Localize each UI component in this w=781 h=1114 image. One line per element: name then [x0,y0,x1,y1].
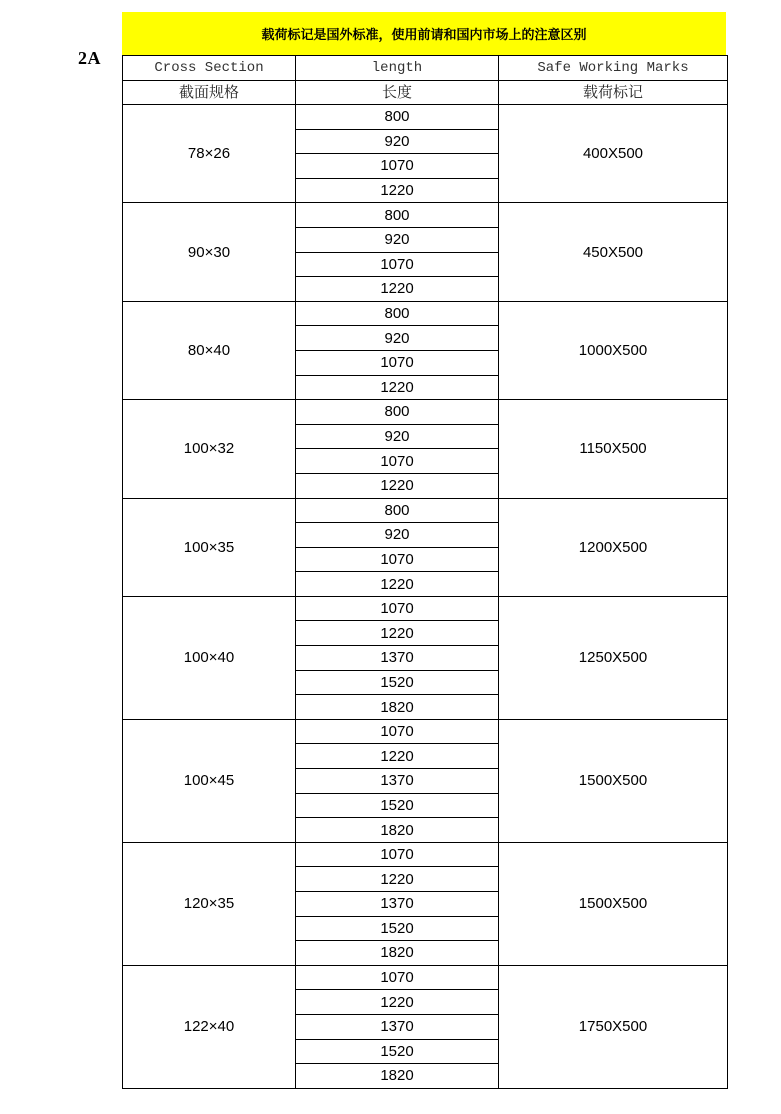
header-length-zh: 长度 [296,81,499,105]
length-cell: 800 [296,498,499,523]
table-row [123,965,728,990]
header-length: length [296,56,499,81]
safe-working-mark-cell: 1250X500 [499,596,728,719]
length-cell: 920 [296,326,499,351]
safe-working-mark-cell: 1000X500 [499,301,728,399]
page-label: 2A [78,48,101,68]
cross-section-cell: 122×40 [123,965,296,1088]
header-cross-section: Cross Section [123,56,296,81]
table-row [123,105,728,130]
safe-working-mark-cell: 1200X500 [499,498,728,596]
cross-section-cell: 100×32 [123,400,296,498]
safe-working-mark-cell: 1500X500 [499,842,728,965]
table-row [123,203,728,228]
length-cell: 800 [296,400,499,425]
cross-section-cell: 100×40 [123,596,296,719]
length-cell: 1520 [296,670,499,695]
length-cell: 800 [296,105,499,130]
length-cell: 1820 [296,818,499,843]
safe-working-mark-cell: 400X500 [499,105,728,203]
safe-working-mark-cell: 1750X500 [499,965,728,1088]
header-safe-working-marks-zh: 载荷标记 [499,81,728,105]
length-cell: 1220 [296,572,499,597]
spec-table-body [123,56,728,1089]
safe-working-mark-cell: 1150X500 [499,400,728,498]
cross-section-cell: 80×40 [123,301,296,399]
length-cell: 1370 [296,892,499,917]
length-cell: 1520 [296,1039,499,1064]
length-cell: 1070 [296,252,499,277]
safe-working-mark-cell: 1500X500 [499,719,728,842]
length-cell: 1220 [296,867,499,892]
length-cell: 1220 [296,178,499,203]
cross-section-cell: 100×45 [123,719,296,842]
length-cell: 920 [296,523,499,548]
length-cell: 1220 [296,621,499,646]
length-cell: 1070 [296,965,499,990]
header-safe-working-marks: Safe Working Marks [499,56,728,81]
length-cell: 1220 [296,473,499,498]
length-cell: 800 [296,301,499,326]
table-row [123,498,728,523]
length-cell: 1070 [296,719,499,744]
cross-section-cell: 100×35 [123,498,296,596]
length-cell: 1070 [296,596,499,621]
length-cell: 1820 [296,695,499,720]
header-cross-section-zh: 截面规格 [123,81,296,105]
table-row [123,842,728,867]
table-row [123,301,728,326]
cross-section-cell: 90×30 [123,203,296,301]
length-cell: 920 [296,424,499,449]
length-cell: 1070 [296,842,499,867]
header-row-english [123,56,728,81]
length-cell: 1220 [296,375,499,400]
table-row [123,400,728,425]
header-row-chinese [123,81,728,105]
length-cell: 1070 [296,449,499,474]
table-row [123,719,728,744]
length-cell: 1370 [296,646,499,671]
length-cell: 1520 [296,793,499,818]
length-cell: 1070 [296,154,499,179]
length-cell: 800 [296,203,499,228]
length-cell: 1070 [296,547,499,572]
length-cell: 1370 [296,769,499,794]
length-cell: 1820 [296,941,499,966]
title-banner: 载荷标记是国外标准，使用前请和国内市场上的注意区别 [122,12,726,55]
length-cell: 1520 [296,916,499,941]
length-cell: 1220 [296,277,499,302]
length-cell: 920 [296,227,499,252]
length-cell: 1070 [296,350,499,375]
spec-table [122,55,728,1089]
length-cell: 920 [296,129,499,154]
length-cell: 1220 [296,744,499,769]
length-cell: 1370 [296,1014,499,1039]
length-cell: 1820 [296,1064,499,1089]
length-cell: 1220 [296,990,499,1015]
cross-section-cell: 120×35 [123,842,296,965]
cross-section-cell: 78×26 [123,105,296,203]
table-row [123,596,728,621]
safe-working-mark-cell: 450X500 [499,203,728,301]
